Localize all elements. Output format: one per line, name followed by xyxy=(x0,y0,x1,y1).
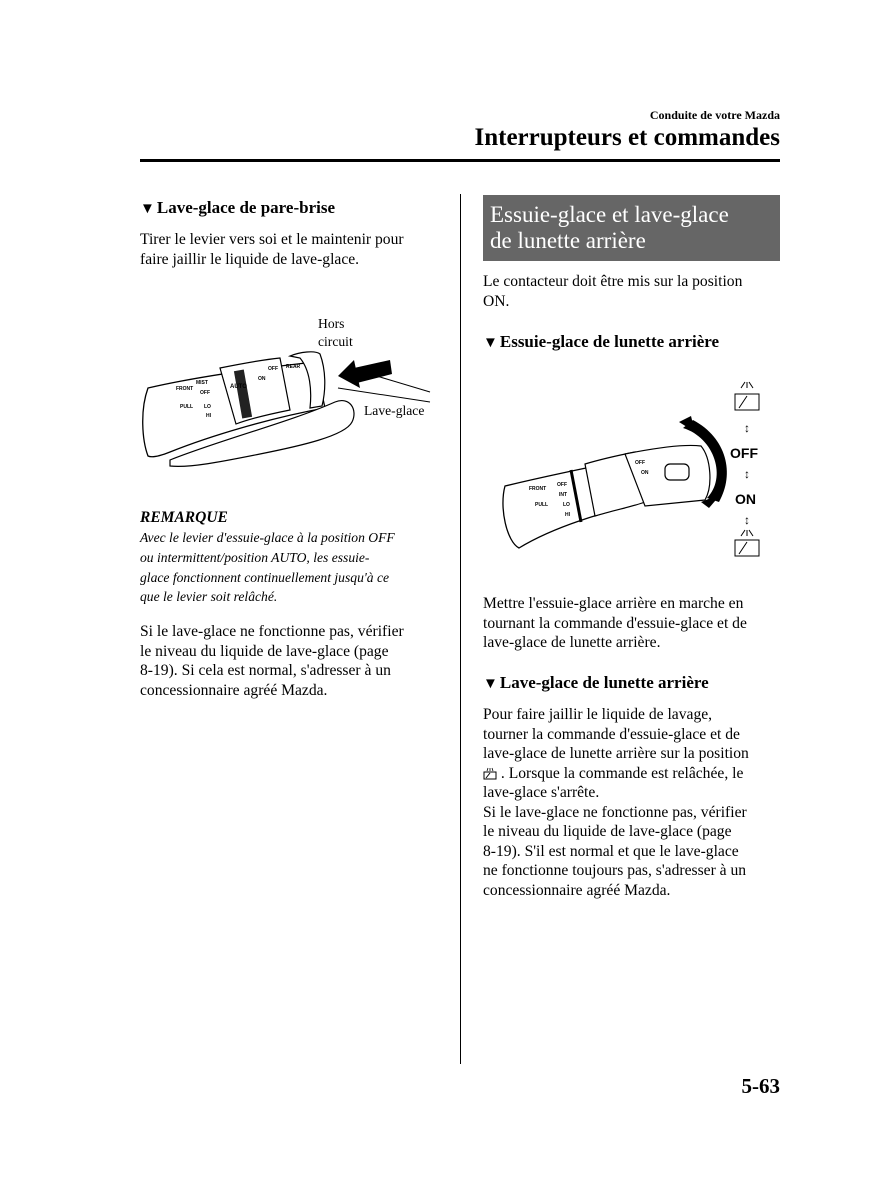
chapter-title: Conduite de votre Mazda xyxy=(649,108,780,122)
on-position-label: ON xyxy=(735,491,756,507)
svg-text:↕: ↕ xyxy=(744,467,750,481)
rear-wiper-lever-illustration xyxy=(495,378,780,560)
page-number: 5-63 xyxy=(741,1074,780,1098)
section-title-line: de lunette arrière xyxy=(490,228,646,253)
rear-washer-heading: ▼ Lave-glace de lunette arrière xyxy=(483,673,709,692)
washer-label: Lave-glace xyxy=(364,403,425,418)
svg-text:PULL: PULL xyxy=(535,502,549,508)
text-line: faire jaillir le liquide de lave-glace. xyxy=(140,250,360,268)
down-triangle-icon: ▼ xyxy=(483,335,498,351)
washer-instructions xyxy=(140,230,404,269)
svg-text:OFF: OFF xyxy=(200,390,210,396)
svg-text:OFF: OFF xyxy=(635,460,645,466)
svg-text:HI: HI xyxy=(206,413,211,419)
svg-text:HI: HI xyxy=(565,512,570,518)
washer-heading: ▼ Lave-glace de pare-brise xyxy=(140,198,336,217)
svg-text:LO: LO xyxy=(563,502,570,508)
svg-text:FRONT: FRONT xyxy=(529,486,547,492)
svg-text:MIST: MIST xyxy=(196,380,208,386)
svg-text:↕: ↕ xyxy=(744,513,750,527)
rear-washer-icon xyxy=(735,382,759,410)
svg-text:ON: ON xyxy=(258,376,266,382)
header-rule xyxy=(140,159,780,162)
svg-text:INT: INT xyxy=(559,492,568,498)
section-title-box xyxy=(483,195,780,261)
svg-text:ON: ON xyxy=(641,470,649,476)
svg-text:↕: ↕ xyxy=(744,421,750,435)
svg-text:OFF: OFF xyxy=(268,366,278,372)
rear-wiper-icon xyxy=(735,530,759,556)
svg-text:OFF: OFF xyxy=(557,482,567,488)
column-divider xyxy=(460,194,461,1064)
text-line: Tirer le levier vers soi et le maintenir pour xyxy=(140,231,404,248)
rear-wiper-text: Mettre l'essuie-glace arrière en marche en tournant la commande d'essuie-glace et de lave-glace de lunette arrière. xyxy=(483,595,747,651)
svg-text:PULL: PULL xyxy=(180,404,194,410)
wiper-lever-illustration xyxy=(140,340,440,470)
note-title: REMARQUE xyxy=(140,509,228,526)
washer-check-text: Si le lave-glace ne fonctionne pas, vérifier le niveau du liquide de lave-glace (page 8-19). Si cela est normal, s'adresser à un concessionnaire agréé Mazda. xyxy=(140,623,404,699)
section-title-line: Essuie-glace et lave-glace xyxy=(490,202,729,227)
page-title: Interrupteurs et commandes xyxy=(474,124,780,151)
down-triangle-icon: ▼ xyxy=(483,676,498,692)
note-text: Avec le levier d'essuie-glace à la position OFF ou intermittent/position AUTO, les essuie- glace fonctionnent continuellement jusqu'à ce que le levier soit relâché. xyxy=(140,530,395,605)
off-label: Hors circuit xyxy=(318,316,353,349)
svg-text:REAR: REAR xyxy=(286,364,301,370)
svg-text:LO: LO xyxy=(204,404,211,410)
off-position-label: OFF xyxy=(730,445,758,461)
svg-text:AUTO: AUTO xyxy=(230,384,247,390)
rear-washer-icon xyxy=(483,767,497,780)
down-triangle-icon: ▼ xyxy=(140,201,155,217)
intro-text: Le contacteur doit être mis sur la position ON. xyxy=(483,273,743,310)
svg-text:FRONT: FRONT xyxy=(176,386,194,392)
rear-washer-text: Pour faire jaillir le liquide de lavage, tourner la commande d'essuie-glace et de lave-glace de lunette arrière sur la position . Lorsque la commande est relâchée, le lave-glace s'arrête. Si le lave-glace ne fonctionne pas, vérifier le niveau du liquide de lave-glace (page 8-19). S'il est normal et que le lave-glace ne fonctionne toujours pas, s'adresser à un concessionnaire agréé Mazda. xyxy=(483,706,749,899)
rear-wiper-heading: ▼ Essuie-glace de lunette arrière xyxy=(483,332,720,351)
